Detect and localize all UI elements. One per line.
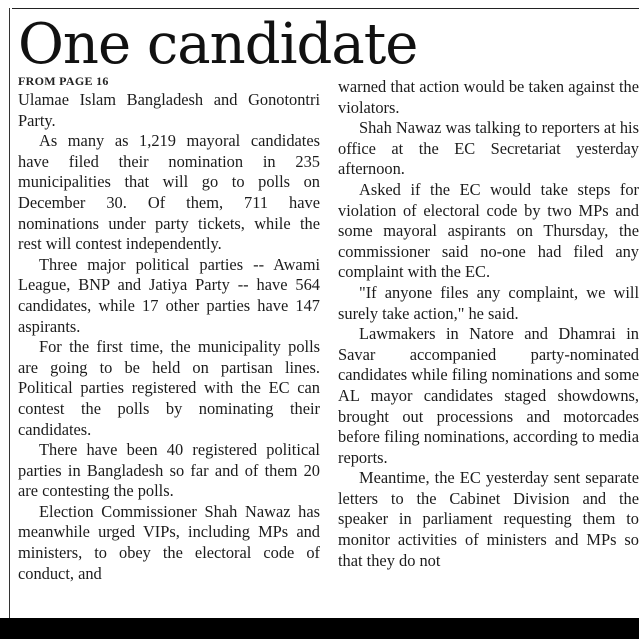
paragraph: Asked if the EC would take steps for violation of electoral code by two MPs and some mayoral aspirants on Thursday, the commissioner said no-one had filed any complaint with the EC.: [338, 179, 639, 282]
article-column-left: [18, 74, 320, 584]
paragraph: There have been 40 registered political parties in Bangladesh so far and of them 20 are contesting the polls.: [18, 440, 320, 501]
column-border-left: [9, 8, 10, 618]
paragraph: Shah Nawaz was talking to reporters at his office at the EC Secretariat yesterday afternoon.: [338, 118, 639, 179]
top-rule: [12, 8, 639, 9]
paragraph: Ulamae Islam Bangladesh and Gonotontri Party.: [18, 90, 320, 130]
paragraph: For the first time, the municipality polls are going to be held on partisan lines. Political parties registered with the EC can contest the polls by nominating their candidates.: [18, 337, 320, 439]
paragraph: Meantime, the EC yesterday sent separate letters to the Cabinet Division and the speaker in parliament requesting them to monitor activities of ministers and MPs so that they do not: [338, 468, 639, 570]
paragraph: Lawmakers in Natore and Dhamrai in Savar accompanied party-nominated candidates while filing nominations and some AL mayor candidates staged showdowns, brought out processions and motorcades before filing nominations, according to media reports.: [338, 324, 639, 467]
paragraph: "If anyone files any complaint, we will surely take action," he said.: [338, 282, 639, 323]
article-column-right: [338, 77, 639, 571]
paragraph: warned that action would be taken against the violators.: [338, 77, 639, 117]
headline: One candidate: [18, 12, 418, 77]
paragraph: Three major political parties -- Awami League, BNP and Jatiya Party -- have 564 candidates, while 17 other parties have 147 aspirants.: [18, 254, 320, 336]
paragraph: As many as 1,219 mayoral candidates have filed their nomination in 235 municipalities that will go to polls on December 30. Of them, 711 have nominations under party tickets, while the rest will contest independently.: [18, 131, 320, 254]
continued-from-label: FROM PAGE 16: [18, 74, 109, 88]
scan-bottom-border: [0, 618, 639, 639]
paragraph: Election Commissioner Shah Nawaz has meanwhile urged VIPs, including MPs and ministers, to obey the electoral code of conduct, and: [18, 501, 320, 583]
